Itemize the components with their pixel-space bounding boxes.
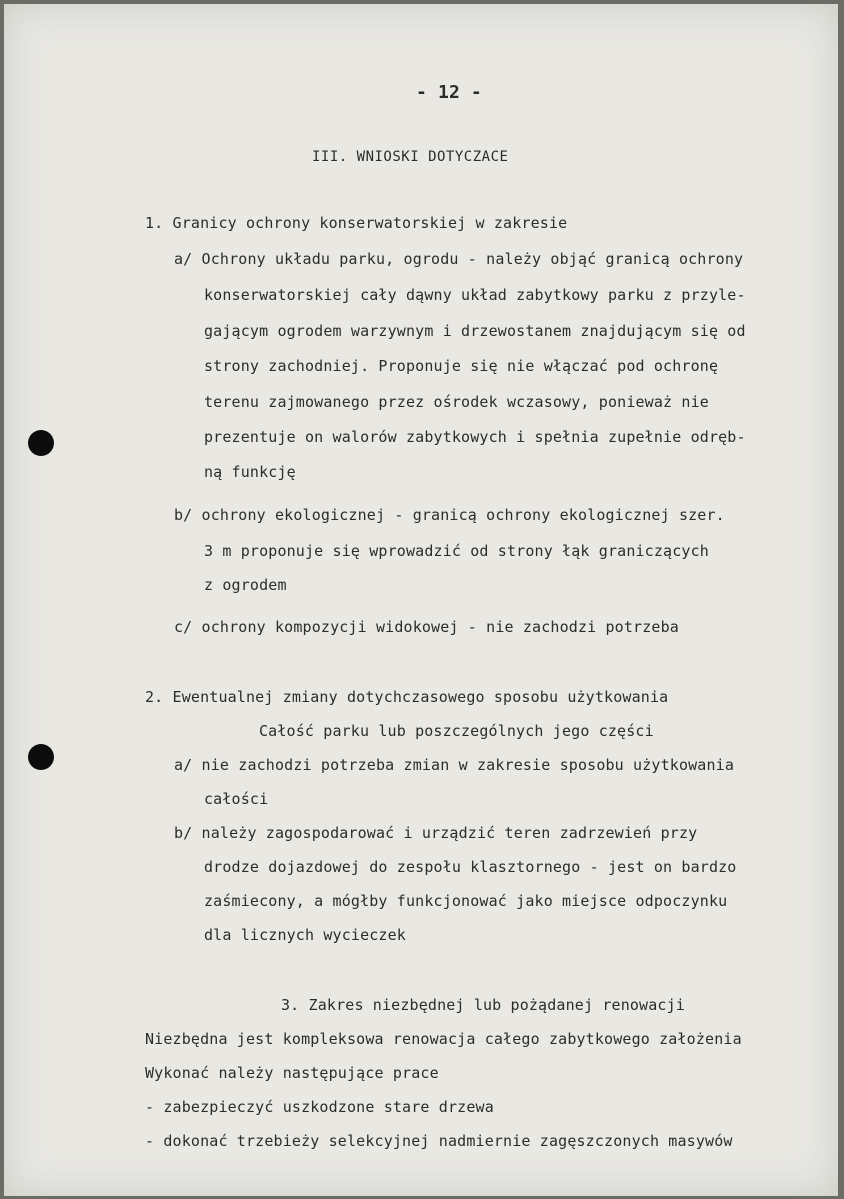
document-page xyxy=(4,4,838,1196)
text-line: a/ Ochrony układu parku, ogrodu - należy objąć granicą ochrony xyxy=(174,250,744,268)
text-line: 2. Ewentualnej zmiany dotychczasowego sposobu użytkowania xyxy=(145,688,669,706)
section-heading: III. WNIOSKI DOTYCZACE xyxy=(312,149,509,165)
text-line: - dokonać trzebieży selekcyjnej nadmiernie zagęszczonych masywów xyxy=(145,1132,733,1150)
punch-hole-upper xyxy=(28,430,54,456)
text-line: ną funkcję xyxy=(204,463,296,481)
text-line: Niezbędna jest kompleksowa renowacja całego zabytkowego założenia xyxy=(145,1030,742,1048)
text-line: gającym ogrodem warzywnym i drzewostanem znajdującym się od xyxy=(204,322,746,340)
text-line: prezentuje on walorów zabytkowych i spełnia zupełnie odręb- xyxy=(204,428,746,446)
text-line: 3 m proponuje się wprowadzić od strony łąk graniczących xyxy=(204,542,709,560)
text-line: terenu zajmowanego przez ośrodek wczasowy, ponieważ nie xyxy=(204,393,709,411)
text-line: - zabezpieczyć uszkodzone stare drzewa xyxy=(145,1098,494,1116)
text-line: strony zachodniej. Proponuje się nie włączać pod ochronę xyxy=(204,357,719,375)
punch-hole-lower xyxy=(28,744,54,770)
text-line: b/ ochrony ekologicznej - granicą ochrony ekologicznej szer. xyxy=(174,506,725,524)
text-line: z ogrodem xyxy=(204,576,287,594)
text-line: konserwatorskiej cały dąwny układ zabytkowy parku z przyle- xyxy=(204,286,746,304)
text-line: 1. Granicy ochrony konserwatorskiej w zakresie xyxy=(145,214,568,232)
text-line: całości xyxy=(204,790,269,808)
text-line: drodze dojazdowej do zespołu klasztornego - jest on bardzo xyxy=(204,858,737,876)
text-line: zaśmiecony, a mógłby funkcjonować jako miejsce odpoczynku xyxy=(204,892,728,910)
page-number: - 12 - xyxy=(416,82,482,103)
text-line: c/ ochrony kompozycji widokowej - nie zachodzi potrzeba xyxy=(174,618,679,636)
text-line: 3. Zakres niezbędnej lub pożądanej renowacji xyxy=(281,996,685,1014)
text-line: Całość parku lub poszczególnych jego części xyxy=(259,722,654,740)
text-line: b/ należy zagospodarować i urządzić teren zadrzewień przy xyxy=(174,824,698,842)
text-line: Wykonać należy następujące prace xyxy=(145,1064,439,1082)
text-line: a/ nie zachodzi potrzeba zmian w zakresie sposobu użytkowania xyxy=(174,756,735,774)
text-line: dla licznych wycieczek xyxy=(204,926,406,944)
